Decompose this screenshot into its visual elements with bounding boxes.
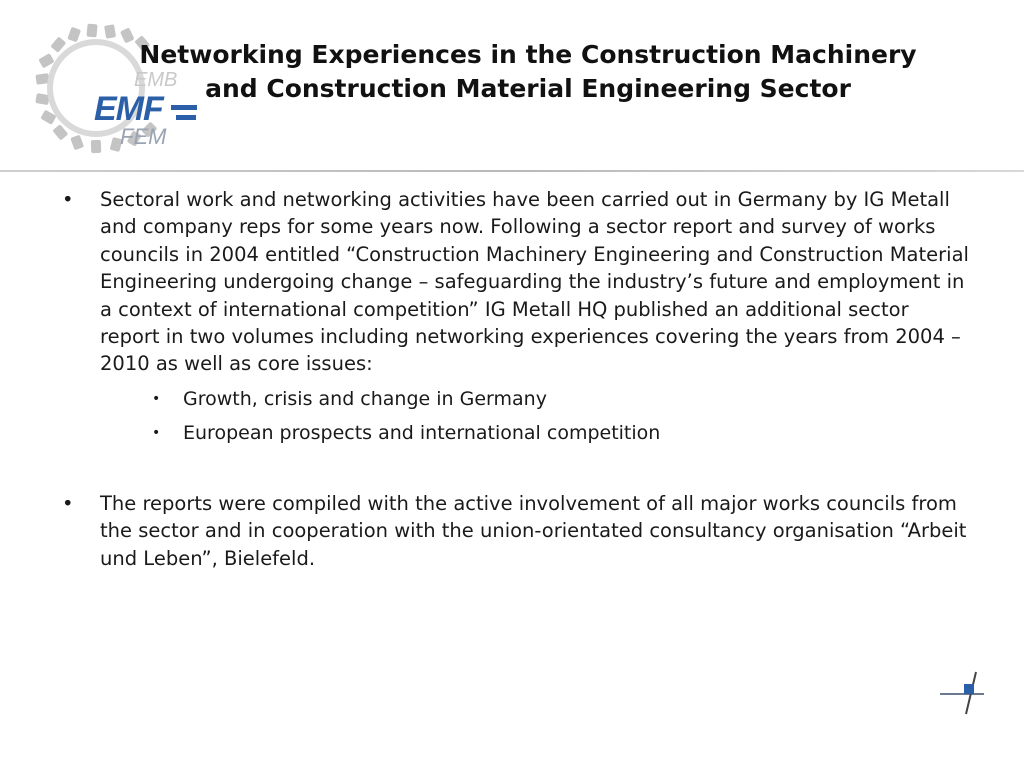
bullet-text: The reports were compiled with the active involvement of all major works councils from the sector and in cooperation with the union-orientated consultancy organisation “Arbeit und Leben”, Bielefeld. xyxy=(100,491,967,570)
corner-logo-icon xyxy=(936,668,988,716)
sub-bullet-text: European prospects and international competition xyxy=(183,421,661,444)
spacer xyxy=(62,450,972,490)
bullet-item xyxy=(62,186,972,450)
sub-bullet-list xyxy=(100,382,972,450)
title-divider xyxy=(0,170,1024,172)
bullet-text: Sectoral work and networking activities have been carried out in Germany by IG Metall and company reps for some years now. Following a sector report and survey of works councils in 2004 entitled “Construction Machinery Engineering and Construction Material Engineering undergoing change – safeguarding the industry’s future and employment in a context of international competition” IG Metall HQ published an additional sector report in two volumes including networking experiences covering the years from 2004 – 2010 as well as core issues: xyxy=(100,188,969,376)
slide-title: Networking Experiences in the Construction Machinery and Construction Material Engineering Sector xyxy=(139,40,917,103)
bullet-dot-icon: • xyxy=(62,188,74,211)
sub-bullet-item xyxy=(100,416,972,450)
logo-emf-text: EMF xyxy=(94,90,163,128)
bullet-dot-icon: • xyxy=(62,491,74,515)
bullet-item xyxy=(62,490,972,572)
logo-emb-text: EMB xyxy=(134,69,178,91)
sub-bullet-dot-icon: • xyxy=(152,390,161,407)
sub-bullet-text: Growth, crisis and change in Germany xyxy=(183,387,547,410)
logo-dash-mark xyxy=(176,115,196,120)
sub-bullet-dot-icon: • xyxy=(152,424,161,441)
sub-bullet-item xyxy=(100,382,972,416)
logo-fem-text: FEM xyxy=(120,124,167,149)
slide-content xyxy=(62,186,972,572)
